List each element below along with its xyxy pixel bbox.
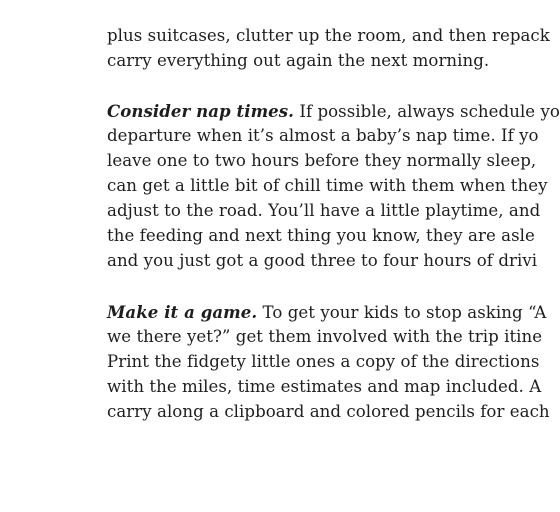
text-line (107, 51, 489, 70)
text-line (107, 302, 546, 322)
paragraph-lead-heading: Consider nap times. (107, 101, 295, 121)
text-line (107, 101, 560, 121)
text-line (107, 377, 541, 396)
text-line (107, 327, 542, 346)
text-line (107, 151, 536, 170)
line-text: with the miles, time estimates and map included. A (107, 377, 542, 396)
line-text: can get a little bit of chill time with them when they (107, 176, 548, 195)
text-line (107, 26, 550, 45)
text-line (107, 201, 540, 220)
line-text: we there yet?” get them involved with the trip itine (107, 327, 543, 346)
line-text: leave one to two hours before they normally sleep, (107, 151, 537, 170)
line-text: To get your kids to stop asking “A (257, 303, 547, 322)
line-text: departure when it’s almost a baby’s nap time. If yo (107, 126, 539, 145)
line-text: adjust to the road. You’ll have a little playtime, and (107, 201, 541, 220)
text-line (107, 352, 539, 371)
paragraph-lead-heading: Make it a game. (107, 302, 258, 322)
text-line (107, 176, 548, 195)
line-text: If possible, always schedule yo (294, 102, 560, 121)
line-text: the feeding and next thing you know, they are asle (107, 226, 535, 245)
text-line (107, 226, 535, 245)
line-text: carry along a clipboard and colored pencils for each (107, 402, 550, 421)
text-line (107, 251, 537, 270)
text-line (107, 126, 539, 145)
line-text: Print the fidgety little ones a copy of the directions (107, 352, 540, 371)
line-text: plus suitcases, clutter up the room, and then repack (107, 26, 550, 45)
line-text: carry everything out again the next morning. (107, 51, 490, 70)
line-text: and you just got a good three to four hours of drivi (107, 251, 538, 270)
text-line (107, 402, 550, 421)
